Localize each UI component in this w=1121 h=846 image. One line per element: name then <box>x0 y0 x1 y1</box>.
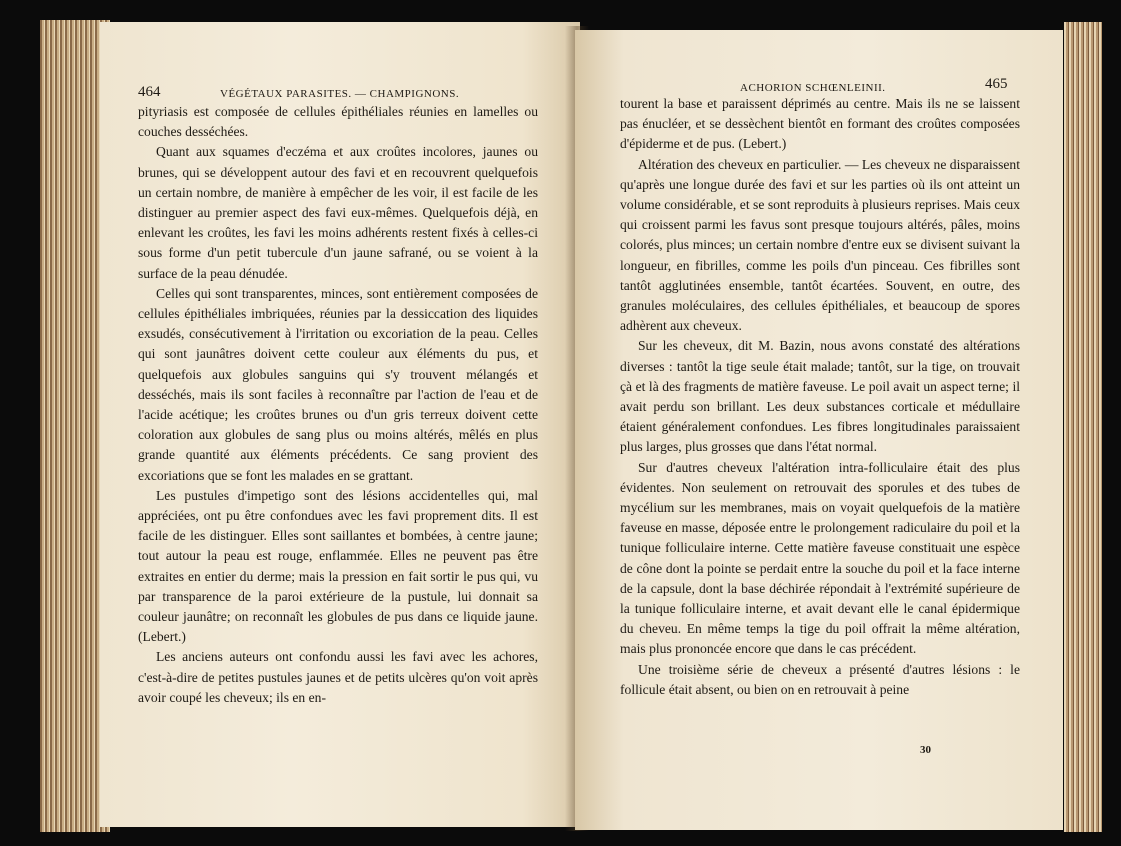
left-page <box>100 22 580 827</box>
left-paragraph-2: Quant aux squames d'eczéma et aux croûtes incolores, jaunes ou brunes, qui se développent autour des favi et en recouvrent quelquefois un certain nombre, de manière à empêcher de les voir, il est facile de les distinguer au premier aspect des favi eux-mêmes. Quelquefois déjà, en enlevant les croûtes, les favi les moins adhérents restent fixés à celles-ci sous forme d'un petit tubercule d'un jaune safrané, ou se voient à la surface de la peau dénudée. <box>138 144 538 281</box>
left-page-number: 464 <box>138 84 161 100</box>
right-page <box>575 30 1063 830</box>
right-paragraph-3: Sur les cheveux, dit M. Bazin, nous avons constaté des altérations diverses : tantôt la tige seule était malade; tantôt, sur la tige, on trouvait çà et là des fragments de matière faveuse. Le poil avait un aspect terne; il avait perdu son brillant. Les deux substances corticale et médullaire étaient généralement confondues. Les fibres longitudinales paraissaient plus larges, plus grosses que dans l'état normal. <box>620 338 1020 455</box>
right-page-number: 465 <box>985 76 1008 92</box>
right-page-text <box>620 94 1020 700</box>
left-paragraph-5: Les anciens auteurs ont confondu aussi les favi avec les achores, c'est-à-dire de petites pustules jaunes et de petits ulcères qu'on voit après avoir coupé les cheveux; ils en en- <box>138 649 538 705</box>
right-paragraph-2: Altération des cheveux en particulier. — Les cheveux ne disparaissent qu'après une longue durée des favi et sur les parties où ils ont atteint un volume considérable, et se sont reproduits à plusieurs reprises. Mais ceux qui croissent parmi les favus sont presque toujours altérés, pâles, moins colorés, plus minces; un certain nombre d'entre eux se divisent suivant la longueur, en fibrilles, comme les poils d'un pinceau. Ces fibrilles sont tantôt agglutinées ensemble, tantôt écartées. Souvent, en outre, des granules moléculaires, des cellules épithéliales, et beaucoup de spores adhèrent aux cheveux. <box>620 156 1020 334</box>
right-paragraph-1: tourent la base et paraissent déprimés au centre. Mais ils ne se laissent pas énucléer, et se dessèchent bientôt en formant des croûtes composées d'épiderme et de pus. (Lebert.) <box>620 96 1020 152</box>
left-page-text <box>138 102 538 708</box>
right-running-head: ACHORION SCHŒNLEINII. <box>740 82 886 94</box>
left-paragraph-1: pityriasis est composée de cellules épithéliales réunies en lamelles ou couches desséchées. <box>138 104 538 140</box>
open-book <box>40 12 1102 834</box>
signature-mark: 30 <box>920 744 931 756</box>
right-paragraph-5: Une troisième série de cheveux a présenté d'autres lésions : le follicule était absent, ou bien on en retrouvait à peine <box>620 661 1020 697</box>
right-page-edges <box>1064 22 1102 832</box>
left-paragraph-4: Les pustules d'impetigo sont des lésions accidentelles qui, mal appréciées, ont pu être confondues avec les favi proprement dits. Il est facile de les distinguer. Elles sont saillantes et bombées, à centre jaune; tout autour la peau est rouge, enflammée. Elles ne peuvent pas être extraites en entier du derme; mais la pression en fait sortir le pus qui, vu par transparence de la paroi extérieure de la pustule, lui donnait sa couleur jaunâtre; on reconnaît les globules de pus dans ce liquide jaune. (Lebert.) <box>138 487 538 645</box>
right-paragraph-4: Sur d'autres cheveux l'altération intra-folliculaire était des plus évidentes. Non seulement on retrouvait des sporules et des tubes de mycélium sur les membranes, mais on voyait quelquefois de la matière faveuse en masse, déposée entre le prolongement radiculaire du poil et la tunique folliculaire interne. Cette matière faveuse constituait une espèce de cône dont la pointe se perdait entre la souche du poil et la face interne de la capsule, dont la base déchirée répondait à l'extrémité supérieure de la tunique folliculaire interne, et avait devant elle le canal épidermique du cheveu. En même temps la tige du poil offrait la même altération, mais plus prononcée encore que dans le cas précédent. <box>620 459 1020 657</box>
left-running-head: VÉGÉTAUX PARASITES. — CHAMPIGNONS. <box>220 88 460 100</box>
left-paragraph-3: Celles qui sont transparentes, minces, sont entièrement composées de cellules épithéliales imbriquées, réunies par la dessiccation des liquides exsudés, consécutivement à l'irritation ou excoriation de la peau. Celles qui sont jaunâtres doivent cette couleur aux éléments du pus, et quelquefois aux globules sanguins qui s'y trouvent mélangés et desséchés, mais ils sont faciles à reconnaître par l'action de l'eau et de l'acide acétique; les croûtes brunes ou d'un gris terreux doivent cette coloration aux globules de sang plus ou moins altérés, mêlés en plus grande quantité aux éléments précédents. Ce sang provient des excoriations que se font les malades en se grattant. <box>138 285 538 483</box>
